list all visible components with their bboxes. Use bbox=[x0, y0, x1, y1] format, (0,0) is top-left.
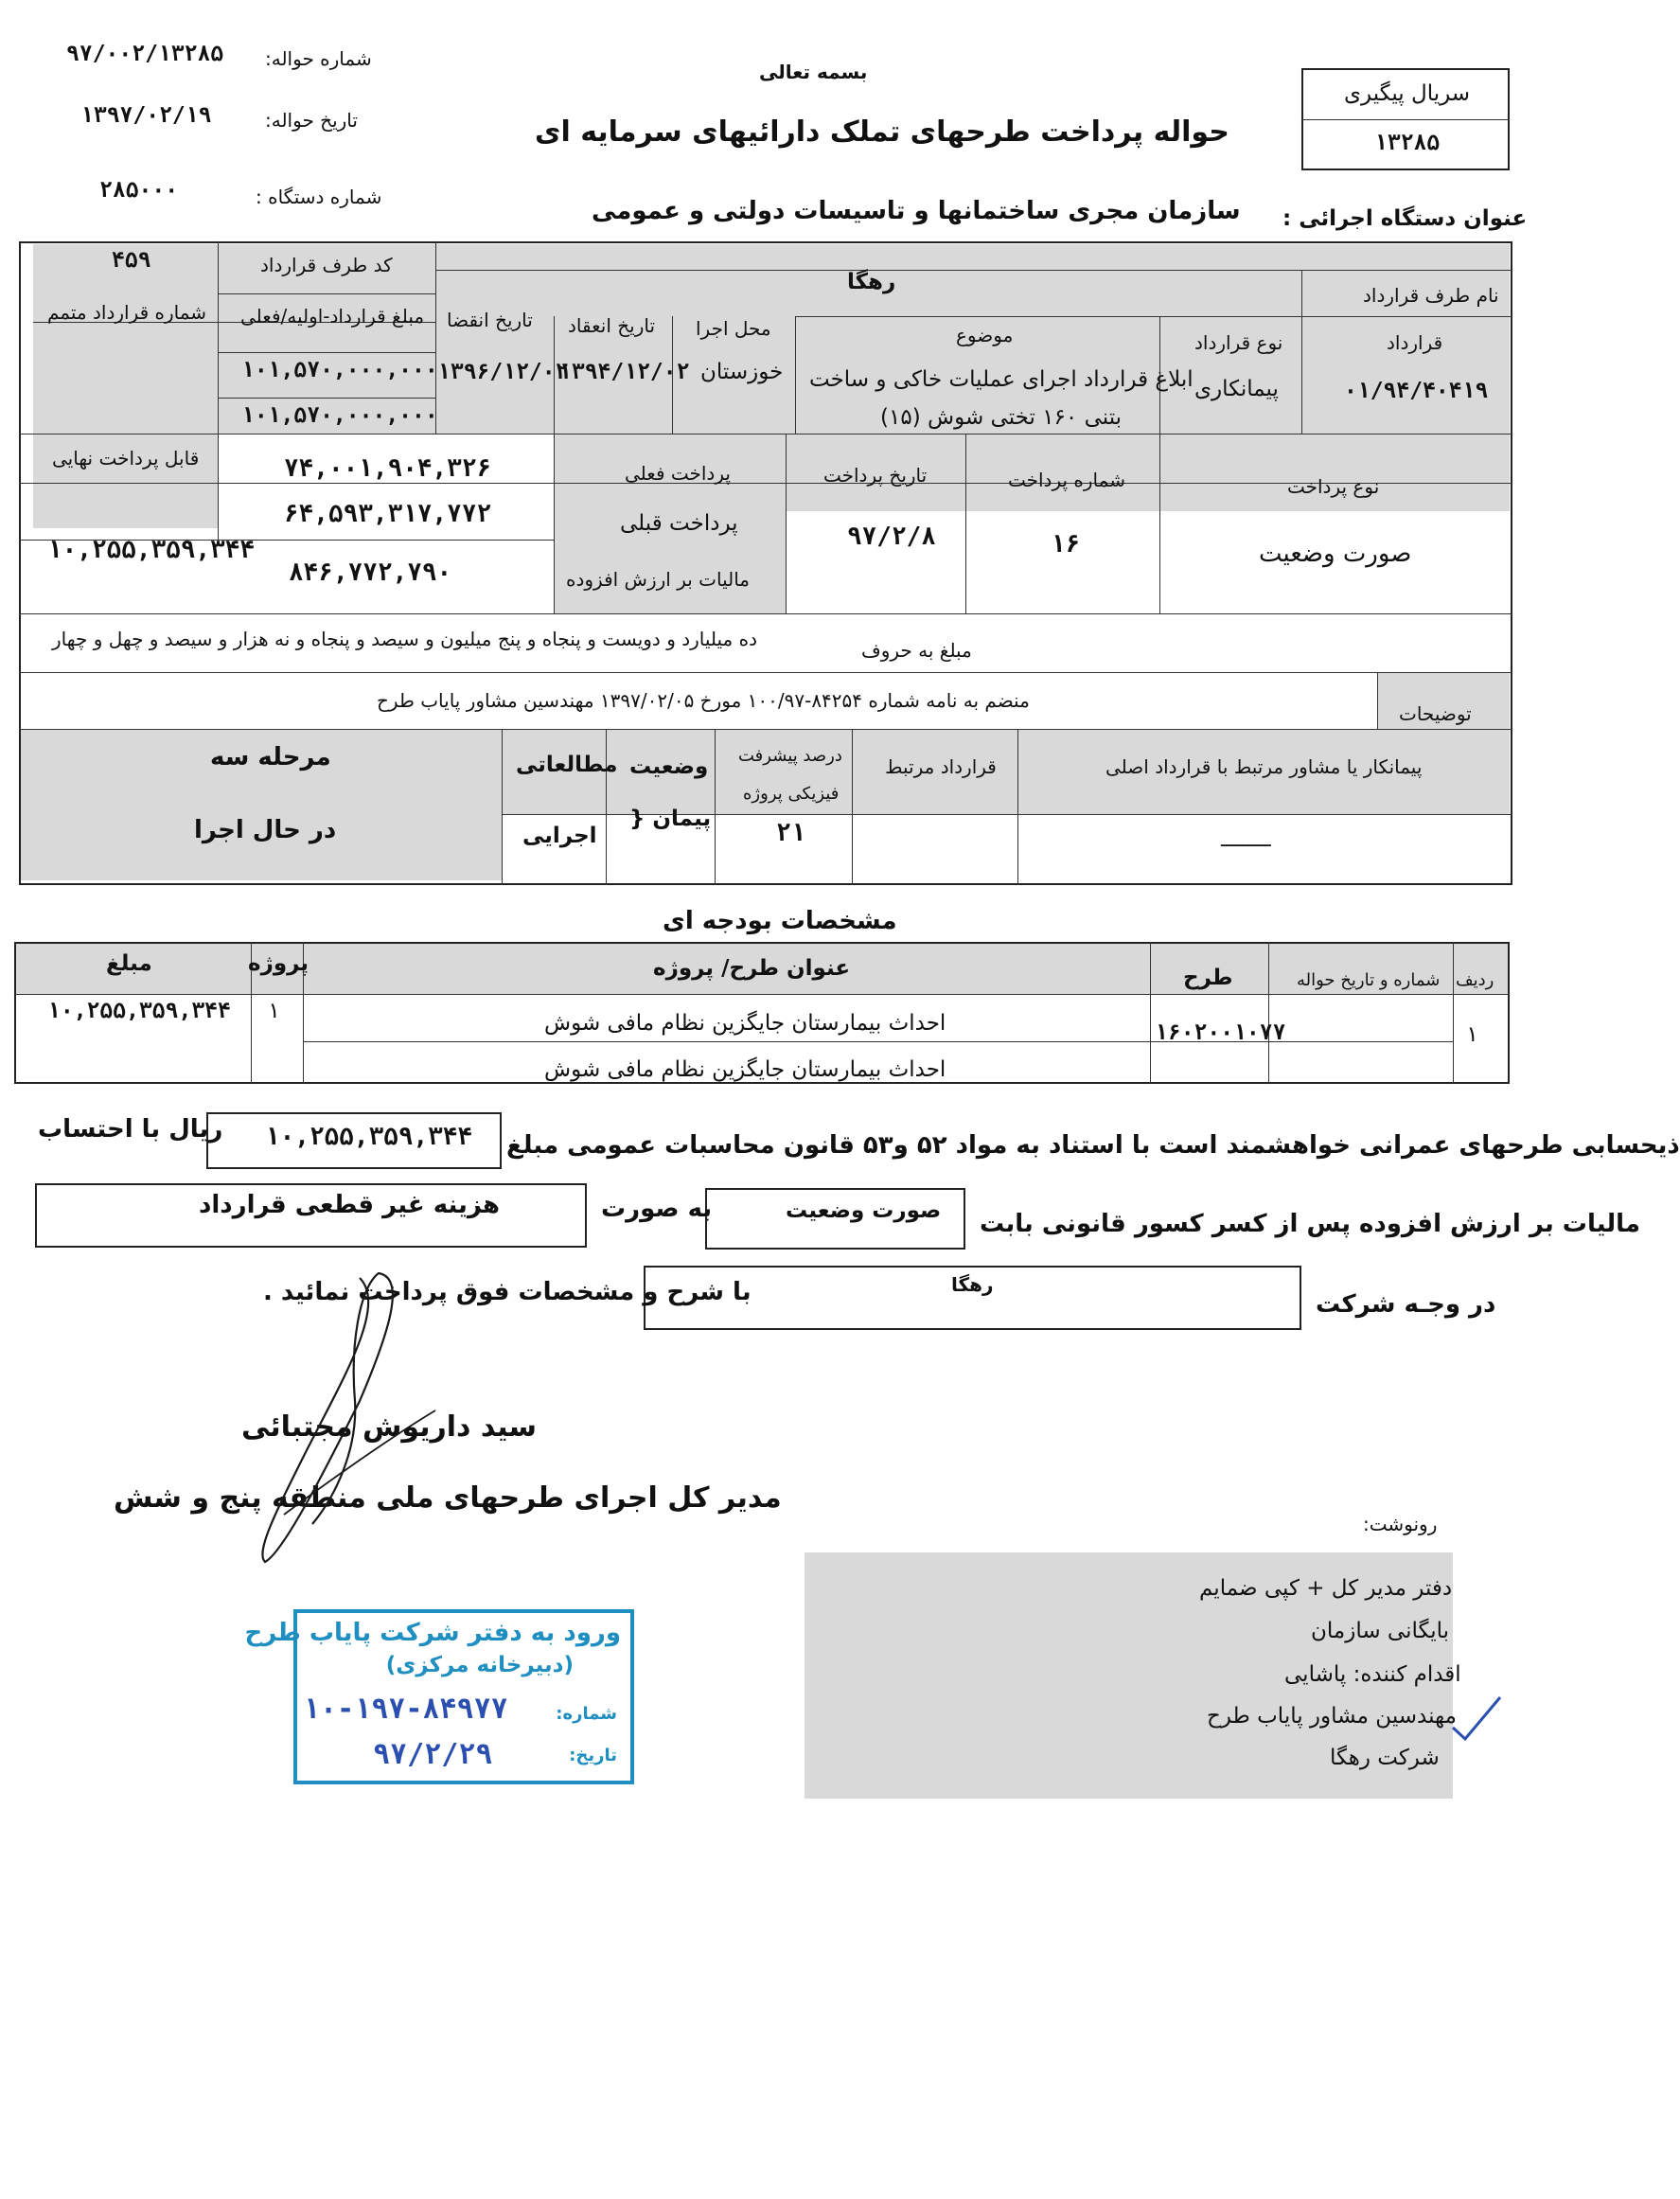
request-amount: ۱۰,۲۵۵,۳۵۹,۳۴۴ bbox=[265, 1123, 473, 1151]
consultant-label: پیمانکار یا مشاور مرتبط با قرارداد اصلی bbox=[1105, 755, 1423, 778]
request-line1-end: ریال با احتساب bbox=[38, 1115, 223, 1144]
budget-row-number: ۱ bbox=[1465, 1022, 1478, 1047]
state-label: وضعیت bbox=[629, 754, 709, 779]
party-code: ۴۵۹ bbox=[112, 248, 151, 273]
request-line1: ذیحسابی طرحهای عمرانی خواهشمند است با استناد به مواد ۵۲ و۵۳ قانون محاسبات عمومی مبلغ bbox=[506, 1131, 1680, 1160]
current-payment: ۷۴,۰۰۱,۹۰۴,۳۲۶ bbox=[284, 454, 492, 483]
serial-label: سریال پیگیری bbox=[1344, 81, 1471, 106]
progress-value: ۲۱ bbox=[776, 819, 806, 847]
cc-item-1: دفتر مدیر کل + کپی ضمایم bbox=[1199, 1576, 1453, 1601]
party-name: رهگا bbox=[847, 270, 896, 294]
serial-value: ۱۳۲۸۵ bbox=[1374, 131, 1441, 155]
stamp-no: ۱۰-۱۹۷-۸۴۹۷۷ bbox=[303, 1693, 508, 1726]
amount-in-words: ده میلیارد و دویست و پنجاه و پنج میلیون و سیصد و پنجاه و نه هزار و سیصد و چهل و چهار bbox=[52, 628, 758, 650]
final-label: قابل پرداخت نهایی bbox=[52, 447, 200, 470]
final-value: ۱۰,۲۵۵,۳۵۹,۳۴۴ bbox=[47, 536, 256, 564]
subject-line2: بتنی ۱۶۰ تختی شوش (۱۵) bbox=[880, 405, 1123, 430]
contract-label: قرارداد bbox=[1387, 331, 1443, 354]
cc-item-5: شرکت رهگا bbox=[1330, 1746, 1440, 1770]
received-stamp bbox=[244, 1609, 634, 1784]
checkmark-icon bbox=[1448, 1690, 1505, 1747]
payment-type-label: نوع پرداخت bbox=[1287, 475, 1380, 498]
vat-value: ۸۴۶,۷۷۲,۷۹۰ bbox=[289, 559, 452, 587]
request-box-1-text: صورت وضعیت bbox=[786, 1198, 942, 1223]
cc-label: رونوشت: bbox=[1363, 1513, 1438, 1535]
request-box-2-text: هزینه غیر قطعی قرارداد bbox=[199, 1191, 501, 1219]
end-date-label: تاریخ انقضا bbox=[447, 309, 533, 331]
subject-label: موضوع bbox=[956, 324, 1014, 346]
supplement-label: شماره قرارداد متمم bbox=[47, 301, 207, 324]
transfer-no-label: شماره حواله: bbox=[265, 47, 372, 70]
transfer-date-label: تاریخ حواله: bbox=[265, 109, 358, 132]
progress-label-2: فیزیکی پروژه bbox=[743, 784, 840, 804]
signer-position: مدیر کل اجرای طرحهای ملی منطقه پنج و شش bbox=[114, 1481, 782, 1515]
consultant-value: ـــــــــ bbox=[1221, 828, 1271, 851]
words-label: مبلغ به حروف bbox=[861, 639, 972, 662]
budget-project: ۱ bbox=[267, 999, 280, 1023]
budget-title: مشخصات بودجه ای bbox=[663, 907, 897, 935]
budget-title-2: احداث بیمارستان جایگزین نظام مافی شوش bbox=[544, 1057, 946, 1082]
notes-label: توضیحات bbox=[1399, 702, 1472, 725]
cc-item-3: اقدام کننده: پاشایی bbox=[1284, 1662, 1461, 1687]
contract-type: پیمانکاری bbox=[1194, 377, 1279, 401]
request-line2: مالیات بر ارزش افزوده پس از کسر کسور قانونی بابت bbox=[980, 1210, 1640, 1238]
stamp-date-label: تاریخ: bbox=[569, 1746, 617, 1765]
stamp-line2: (دبیرخانه مرکزی) bbox=[385, 1653, 574, 1677]
signer-name: سید داریوش مجتبائی bbox=[241, 1410, 537, 1444]
budget-header-title: عنوان طرح/ پروژه bbox=[653, 956, 851, 981]
budget-header-amount: مبلغ bbox=[106, 951, 152, 976]
payment-date: ۹۷/۲/۸ bbox=[847, 523, 936, 551]
budget-amount: ۱۰,۲۵۵,۳۵۹,۳۴۴ bbox=[47, 999, 231, 1023]
stamp-line1: ورود به دفتر شرکت پایاب طرح bbox=[244, 1619, 621, 1647]
budget-header-ref: شماره و تاریخ حواله bbox=[1297, 970, 1441, 990]
stamp-no-label: شماره: bbox=[556, 1704, 617, 1724]
page-title: حواله پرداخت طرحهای تملک دارائیهای سرمایه ای bbox=[535, 115, 1229, 149]
location-label: محل اجرا bbox=[696, 317, 771, 340]
exec-value: اجرایی bbox=[522, 824, 597, 848]
cc-item-4: مهندسین مشاور پایاب طرح bbox=[1207, 1704, 1457, 1729]
device-no-label: شماره دستگاه : bbox=[256, 186, 382, 208]
previous-payment-label: پرداخت قبلی bbox=[620, 511, 738, 536]
amount-initial: ۱۰۱,۵۷۰,۰۰۰,۰۰۰ bbox=[241, 358, 438, 382]
progress-label-1: درصد پیشرفت bbox=[738, 746, 842, 766]
request-line2-mid: به صورت bbox=[601, 1195, 713, 1223]
payment-number-label: شماره پرداخت bbox=[1008, 469, 1125, 491]
party-name-label: نام طرف قرارداد bbox=[1363, 284, 1499, 307]
budget-header-row: ردیف bbox=[1456, 970, 1494, 990]
related-contract-label: قرارداد مرتبط bbox=[885, 755, 997, 778]
running-value: در حال اجرا bbox=[194, 816, 337, 844]
budget-header-plan: طرح bbox=[1183, 966, 1233, 990]
state-value: پیمان { bbox=[629, 807, 712, 831]
party-code-label: کد طرف قرارداد bbox=[260, 254, 393, 276]
cc-item-2: بایگانی سازمان bbox=[1311, 1619, 1450, 1643]
payment-type: صورت وضعیت bbox=[1259, 540, 1412, 568]
stage-value: مرحله سه bbox=[210, 743, 331, 771]
org-name: سازمان مجری ساختمانها و تاسیسات دولتی و عمومی bbox=[592, 197, 1241, 225]
sign-date: ۱۳۹۴/۱۲/۰۲ bbox=[558, 360, 690, 384]
request-box-3-text: رهگا bbox=[951, 1273, 994, 1296]
transfer-date: ۱۳۹۷/۰۲/۱۹ bbox=[80, 103, 212, 128]
vat-label: مالیات بر ارزش افزوده bbox=[566, 568, 751, 591]
contract-type-label: نوع قرارداد bbox=[1194, 331, 1283, 354]
amount-current: ۱۰۱,۵۷۰,۰۰۰,۰۰۰ bbox=[241, 403, 438, 428]
basmala: بسمه تعالی bbox=[759, 61, 868, 83]
contract-no: ۰۱/۹۴/۴۰۴۱۹ bbox=[1344, 379, 1489, 403]
end-date: ۱۳۹۶/۱۲/۰۲ bbox=[437, 360, 569, 384]
amount-label: مبلغ قرارداد-اولیه/فعلی bbox=[240, 305, 425, 328]
sign-date-label: تاریخ انعقاد bbox=[568, 314, 656, 337]
location: خوزستان bbox=[700, 360, 784, 384]
transfer-no: ۹۷/۰۰۲/۱۳۲۸۵ bbox=[66, 42, 224, 66]
payment-date-label: تاریخ پرداخت bbox=[823, 464, 928, 487]
request-line3: در وجـه شرکت bbox=[1316, 1290, 1496, 1319]
exec-org-label: عنوان دستگاه اجرائی : bbox=[1282, 206, 1528, 231]
budget-plan-code: ۱۶۰۲۰۰۱۰۷۷ bbox=[1155, 1020, 1286, 1045]
notes-text: منضم به نامه شماره ۸۴۲۵۴-۱۰۰/۹۷ مورخ ۱۳۹۷/۰۲/۰۵ مهندسین مشاور پایاب طرح bbox=[377, 689, 1030, 712]
current-payment-label: پرداخت فعلی bbox=[625, 462, 731, 485]
previous-payment: ۶۴,۵۹۳,۳۱۷,۷۷۲ bbox=[284, 500, 492, 528]
budget-title-1: احداث بیمارستان جایگزین نظام مافی شوش bbox=[544, 1011, 946, 1036]
device-no: ۲۸۵۰۰۰ bbox=[99, 178, 179, 203]
study-label: مطالعاتی bbox=[516, 753, 618, 777]
subject-line1: ابلاغ قرارداد اجرای عملیات خاکی و ساخت bbox=[809, 367, 1194, 392]
stamp-date: ۹۷/۲/۲۹ bbox=[373, 1738, 493, 1771]
payment-number: ۱۶ bbox=[1051, 530, 1081, 559]
budget-header-project: پروژه bbox=[248, 951, 309, 976]
request-line3-end: با شرح و مشخصات فوق پرداخت نمائید . bbox=[263, 1278, 752, 1306]
handwritten-signature bbox=[246, 1268, 445, 1571]
